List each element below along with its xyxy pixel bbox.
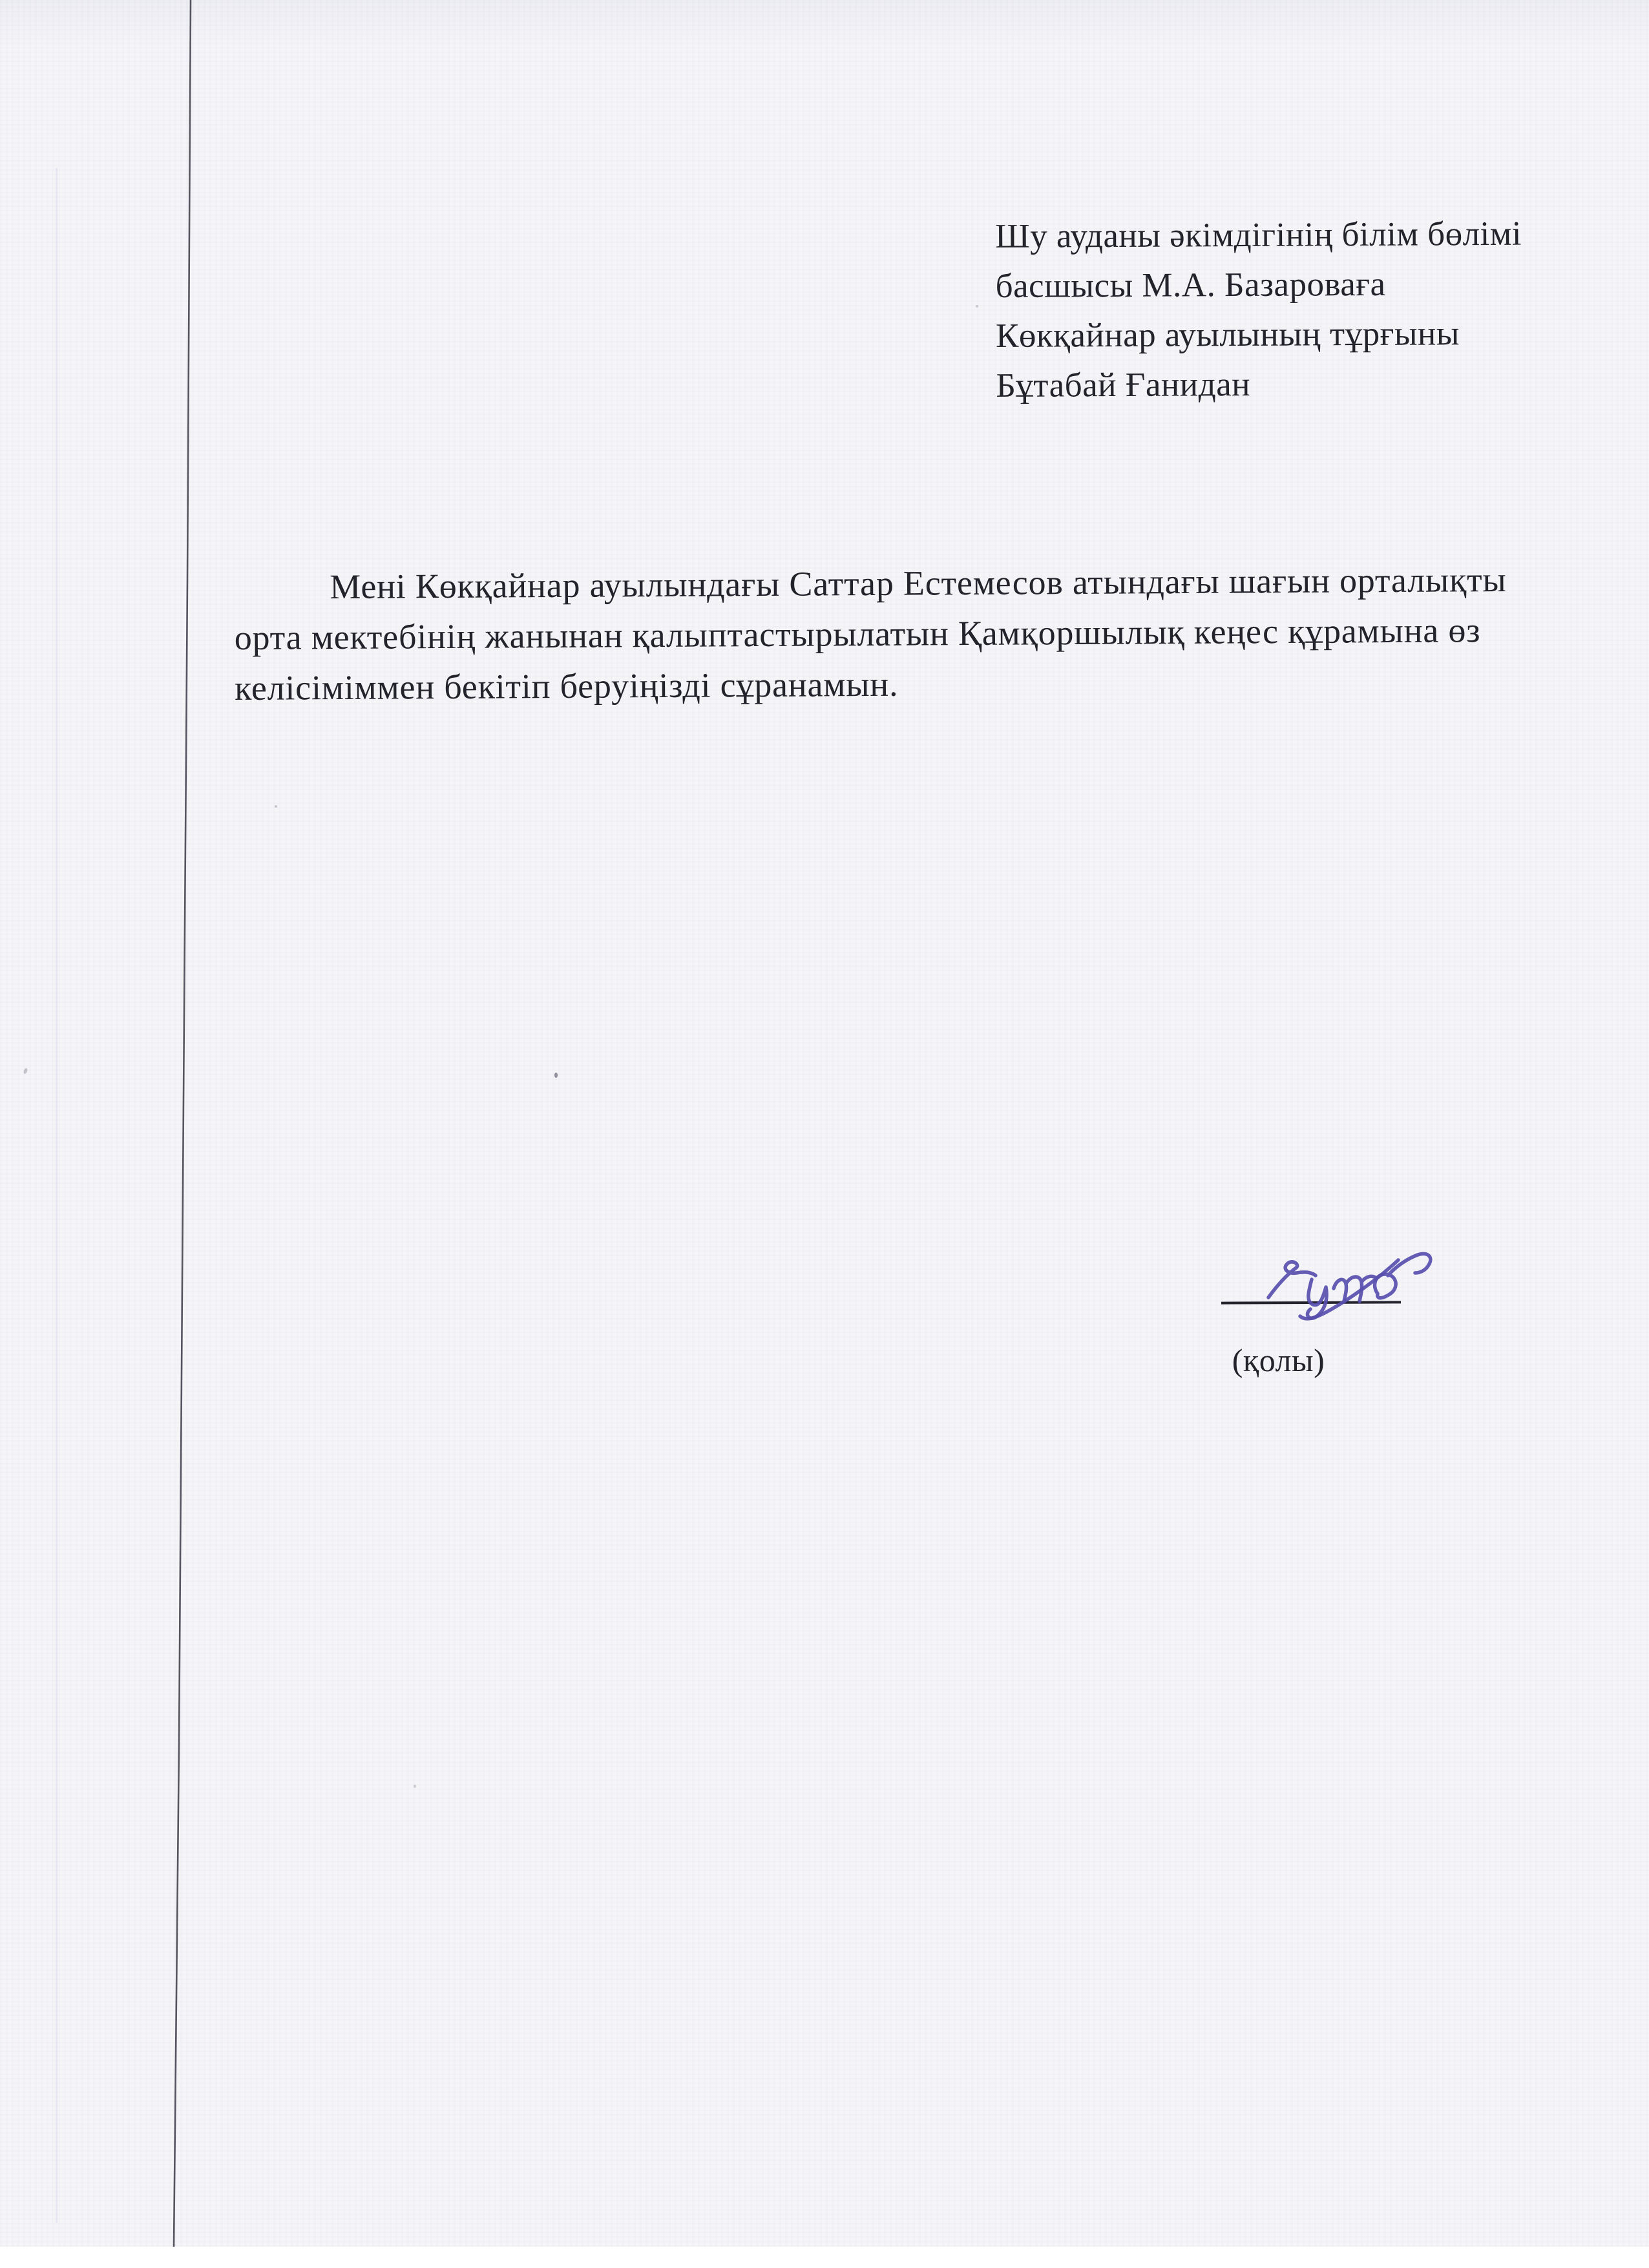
signature-stroke bbox=[1334, 1276, 1376, 1301]
paper-speck bbox=[554, 1073, 558, 1078]
recipient-line: Көкқайнар ауылының тұрғыны bbox=[995, 315, 1460, 355]
paper-speck bbox=[23, 1067, 28, 1074]
scan-streak bbox=[56, 168, 58, 2223]
body-line: Мені Көкқайнар ауылындағы Саттар Естемесов атындағы шағын орталықты bbox=[330, 560, 1507, 607]
body-line: келісіміммен бекітіп беруіңізді сұранамын. bbox=[235, 664, 899, 708]
paper-speck bbox=[976, 305, 978, 308]
signature-stroke bbox=[1375, 1254, 1431, 1297]
recipient-line: Бұтабай Ғанидан bbox=[996, 365, 1251, 404]
signature-ink bbox=[1215, 1241, 1447, 1338]
scan-fold-line bbox=[174, 0, 191, 2247]
letter-body bbox=[234, 554, 1611, 713]
body-line: орта мектебінің жанынан қалыптастырылатын Қамқоршылық кеңес құрамына өз bbox=[234, 611, 1481, 657]
recipient-address-block bbox=[995, 209, 1522, 411]
paper-speck bbox=[275, 805, 277, 808]
signature-stroke bbox=[1300, 1260, 1398, 1319]
paper-speck bbox=[414, 1785, 416, 1788]
recipient-line: Шу ауданы әкімдігінің білім бөлімі bbox=[995, 215, 1522, 255]
recipient-line: басшысы М.А. Базароваға bbox=[995, 265, 1386, 305]
signature-caption-label: (қолы) bbox=[1232, 1342, 1325, 1378]
